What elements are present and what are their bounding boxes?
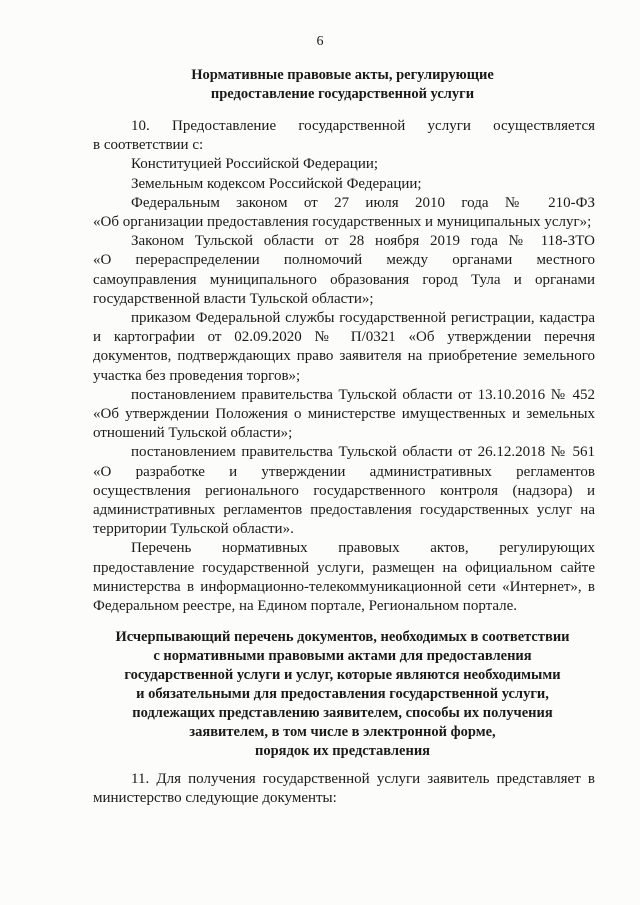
paragraph-line: государственной власти Тульской области»; [93, 290, 374, 307]
paragraph-line: предоставление государственной услуги, размещен на официальном сайте [93, 559, 595, 576]
section-heading-documents-list [60, 628, 625, 761]
heading-line: Исчерпывающий перечень документов, необходимых в соответствии [115, 629, 570, 645]
paragraph-line: самоуправления муниципального образования город Тула и органами [93, 271, 595, 288]
heading-line: Нормативные правовые акты, регулирующие [191, 67, 494, 83]
heading-line: и обязательными для предоставления государственной услуги, [136, 686, 549, 702]
paragraph [93, 155, 595, 174]
paragraph-line: в соответствии с: [93, 137, 204, 154]
paragraph-line: территории Тульской области». [93, 521, 294, 538]
paragraph-line: Федеральным законом от 27 июля 2010 года № 210-ФЗ [131, 194, 595, 211]
section-heading-legal-acts [60, 66, 625, 104]
paragraph-line: приказом Федеральной службы государственной регистрации, кадастра [131, 310, 595, 327]
paragraph-line: Федеральном реестре, на Едином портале, Региональном портале. [93, 598, 518, 615]
paragraph-line: «О разработке и утверждении административных регламентов [93, 463, 595, 480]
paragraph-11 [93, 770, 595, 808]
paragraph [93, 232, 595, 309]
paragraph [93, 175, 595, 194]
paragraph [93, 117, 595, 155]
paragraph-line: документов, подтверждающих право заявителя на приобретение земельного [93, 348, 595, 365]
heading-line: заявителем, в том числе в электронной форме, [189, 724, 496, 740]
paragraph-line: Законом Тульской области от 28 ноября 2019 года № 118-ЗТО [131, 233, 595, 250]
paragraph-line: «Об организации предоставления государственных и муниципальных услуг»; [93, 214, 592, 231]
paragraph-line: постановлением правительства Тульской области от 26.12.2018 № 561 [131, 444, 595, 461]
paragraph-line: участка без проведения торгов»; [93, 367, 301, 384]
heading-line: с нормативными правовыми актами для предоставления [153, 648, 532, 664]
heading-line: предоставление государственной услуги [210, 86, 475, 102]
paragraph-line: Перечень нормативных правовых актов, регулирующих [131, 540, 595, 557]
paragraph-line: министерство следующие документы: [93, 790, 337, 807]
paragraph-line: «О перераспределении полномочий между органами местного [93, 252, 595, 269]
page-number: 6 [316, 34, 324, 49]
paragraph-line: отношений Тульской области»; [93, 425, 293, 442]
heading-line: государственной услуги и услуг, которые являются необходимыми [124, 667, 561, 683]
paragraph-line: 10. Предоставление государственной услуги осуществляется [131, 118, 595, 134]
paragraph-line: административных регламентов предоставления государственных услуг на [93, 502, 595, 519]
paragraph-line: 11. Для получения государственной услуги заявитель представляет в [131, 771, 595, 787]
paragraph-line: постановлением правительства Тульской области от 13.10.2016 № 452 [131, 386, 595, 403]
paragraph-line: «Об утверждении Положения о министерстве имущественных и земельных [93, 406, 595, 423]
paragraph-line: министерства в информационно-телекоммуникационной сети «Интернет», в [93, 578, 595, 595]
paragraph [93, 539, 595, 616]
paragraph [93, 194, 595, 232]
heading-line: подлежащих представлению заявителем, способы их получения [132, 705, 553, 721]
paragraph [93, 386, 595, 444]
paragraph-line: Конституцией Российской Федерации; [131, 156, 379, 173]
legal-acts-body [93, 117, 595, 616]
paragraph [93, 443, 595, 539]
paragraph [93, 309, 595, 386]
paragraph-line: Земельным кодексом Российской Федерации; [131, 175, 422, 192]
heading-line: порядок их представления [254, 743, 431, 759]
paragraph-line: и картографии от 02.09.2020 № П/0321 «Об утверждении перечня [93, 329, 595, 346]
paragraph-line: осуществления регионального государственного контроля (надзора) и [93, 482, 595, 499]
